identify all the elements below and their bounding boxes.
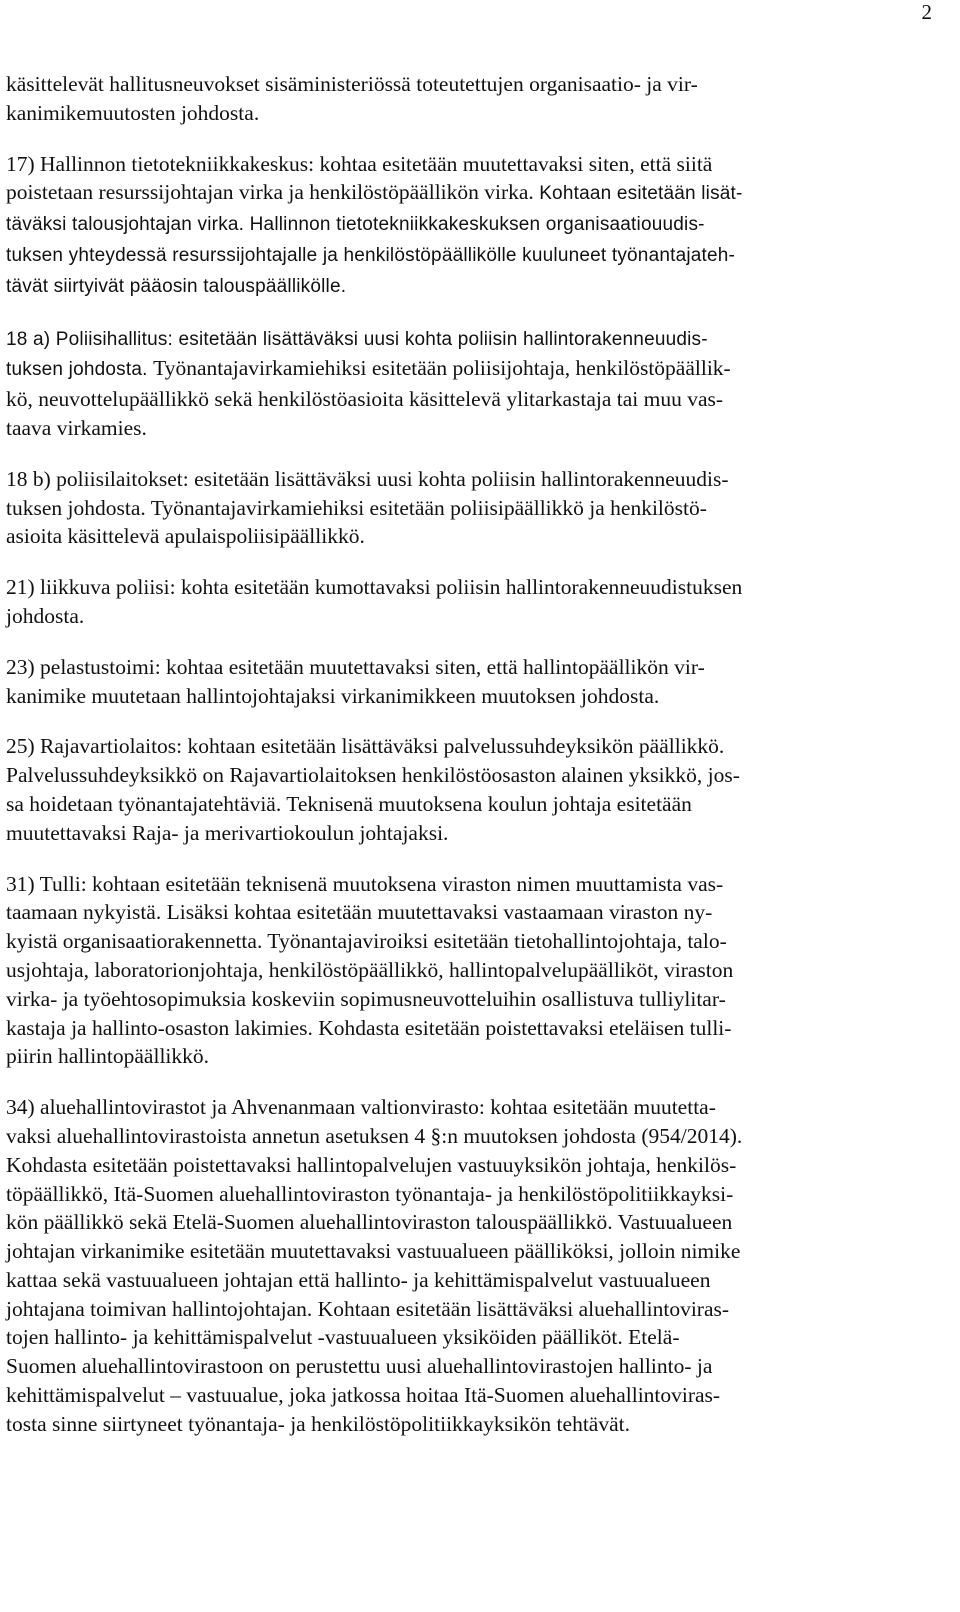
text-segment: Suomen aluehallintovirastoon on perustettu uusi aluehallintovirastojen hallinto- ja [6, 1354, 713, 1379]
text-line [6, 985, 934, 1014]
text-segment: kön päällikkö sekä Etelä-Suomen aluehallintoviraston talouspäällikkö. Vastuualueen [6, 1210, 733, 1235]
text-segment: poistetaan resurssijohtajan virka ja henkilöstöpäällikön virka. [6, 180, 540, 205]
text-segment: tojen hallinto- ja kehittämispalvelut -vastuualueen yksiköiden päälliköt. Etelä- [6, 1325, 680, 1350]
text-line [6, 1381, 934, 1410]
text-segment: 17) Hallinnon tietotekniikkakeskus: kohtaa esitetään muutettavaksi siten, että siitä [6, 151, 713, 176]
text-line [6, 870, 934, 899]
text-line [6, 1323, 934, 1352]
text-segment: kanimikemuutosten johdosta. [6, 100, 260, 125]
text-line [6, 790, 934, 819]
text-segment: Työnantajavirkamiehiksi esitetään poliisijohtaja, henkilöstöpäällik- [153, 356, 731, 381]
text-segment: 23) pelastustoimi: kohtaa esitetään muutettavaksi siten, että hallintopäällikön vir- [6, 654, 705, 679]
text-segment: Palvelussuhdeyksikkö on Rajavartiolaitoksen henkilöstöosaston alainen yksikkö, jos- [6, 763, 740, 788]
text-line [6, 1295, 934, 1324]
text-line [6, 385, 934, 414]
text-segment: täväksi talousjohtajan virka. [6, 214, 250, 236]
text-segment: tuksen johdosta. Työnantajavirkamiehiksi esitetään poliisipäällikkö ja henkilöstö- [6, 495, 707, 520]
text-line [6, 573, 934, 602]
text-segment: piirin hallintopäällikkö. [6, 1044, 210, 1069]
text-line [6, 1208, 934, 1237]
text-line [6, 732, 934, 761]
text-line [6, 178, 934, 209]
text-segment: sa hoidetaan työnantajatehtäviä. Teknisenä muutoksena koulun johtaja esitetään [6, 791, 692, 816]
text-segment: asioita käsittelevä apulaispoliisipäällikkö. [6, 524, 365, 549]
text-line [6, 522, 934, 551]
paragraph [6, 870, 934, 1072]
text-segment: kastaja ja hallinto-osaston lakimies. Kohdasta esitetään poistettavaksi eteläisen tulli- [6, 1015, 732, 1040]
text-line [6, 1014, 934, 1043]
text-segment: 31) Tulli: kohtaan esitetään teknisenä muutoksena viraston nimen muuttamista vas- [6, 871, 724, 896]
text-line [6, 602, 934, 631]
text-line [6, 324, 934, 355]
document-body [6, 70, 934, 1461]
text-line [6, 653, 934, 682]
text-line [6, 209, 934, 240]
text-segment: kö, neuvottelupäällikkö sekä henkilöstöasioita käsittelevä ylitarkastaja tai muu vas- [6, 387, 724, 412]
text-line [6, 1266, 934, 1295]
text-segment: tuksen yhteydessä resurssijohtajalle ja henkilöstöpäällikölle kuuluneet työnantajateh- [6, 244, 736, 266]
text-line [6, 70, 934, 99]
text-line [6, 956, 934, 985]
paragraph [6, 1093, 934, 1439]
text-segment: 25) Rajavartiolaitos: kohtaan esitetään lisättäväksi palvelussuhdeyksikön päällikkö. [6, 734, 725, 759]
text-line [6, 927, 934, 956]
text-segment: töpäällikkö, Itä-Suomen aluehallintoviraston työnantaja- ja henkilöstöpolitiikkayksi- [6, 1181, 734, 1206]
text-segment: tuksen johdosta. [6, 359, 154, 381]
text-segment: 21) liikkuva poliisi: kohta esitetään kumottavaksi poliisin hallintorakenneuudistuksen [6, 575, 743, 600]
text-segment: tosta sinne siirtyneet työnantaja- ja henkilöstöpolitiikkayksikön tehtävät. [6, 1411, 630, 1436]
text-line [6, 99, 934, 128]
text-segment: käsittelevät hallitusneuvokset sisäministeriössä toteutettujen organisaatio- ja vir- [6, 72, 698, 96]
text-segment: usjohtaja, laboratorionjohtaja, henkilöstöpäällikkö, hallintopalvelupäälliköt, viraston [6, 957, 734, 982]
text-line [6, 465, 934, 494]
text-segment: kehittämispalvelut – vastuualue, joka jatkossa hoitaa Itä-Suomen aluehallintoviras- [6, 1383, 721, 1408]
text-segment: 34) aluehallintovirastot ja Ahvenanmaan valtionvirasto: kohtaa esitetään muutetta- [6, 1095, 716, 1120]
text-segment: kattaa sekä vastuualueen johtajan että hallinto- ja kehittämispalvelut vastuualueen [6, 1267, 711, 1292]
text-segment: johdosta. [6, 603, 85, 628]
text-segment: tävät siirtyivät pääosin talouspäällikölle. [6, 275, 347, 297]
text-segment: 18 a) Poliisihallitus: esitetään lisättäväksi uusi kohta poliisin hallintorakenneuudis- [6, 328, 708, 350]
text-line [6, 682, 934, 711]
text-line [6, 150, 934, 179]
text-segment: johtajan virkanimike esitetään muutettavaksi vastuualueen päälliköksi, jolloin nimike [6, 1239, 741, 1264]
text-line [6, 240, 934, 271]
paragraph [6, 324, 934, 443]
text-segment: johtajana toimivan hallintojohtajan. Kohtaan esitetään lisättäväksi aluehallintoviras- [6, 1296, 730, 1321]
text-line [6, 354, 934, 385]
text-line [6, 1122, 934, 1151]
paragraph [6, 732, 934, 847]
text-line [6, 761, 934, 790]
text-segment: Kohdasta esitetään poistettavaksi hallintopalvelujen vastuuyksikön johtaja, henkilös- [6, 1152, 737, 1177]
text-line [6, 898, 934, 927]
text-segment: kanimike muutetaan hallintojohtajaksi virkanimikkeen muutoksen johdosta. [6, 683, 660, 708]
text-segment: virka- ja työehtosopimuksia koskeviin sopimusneuvotteluihin osallistuva tulliylitar- [6, 986, 726, 1011]
text-line [6, 819, 934, 848]
paragraph [6, 70, 934, 128]
text-line [6, 1410, 934, 1439]
text-segment: 18 b) poliisilaitokset: esitetään lisättäväksi uusi kohta poliisin hallintorakenneuudis- [6, 466, 729, 491]
text-segment: Hallinnon tietotekniikkakeskuksen organisaatiouudis- [249, 214, 705, 236]
page-number: 2 [921, 0, 932, 24]
text-segment: kyistä organisaatiorakennetta. Työnantajaviroiksi esitetään tietohallintojohtaja, talo- [6, 929, 727, 954]
text-line [6, 1352, 934, 1381]
text-segment: taava virkamies. [6, 415, 147, 440]
text-line [6, 1093, 934, 1122]
text-line [6, 1042, 934, 1071]
text-line [6, 494, 934, 523]
text-segment: muutettavaksi Raja- ja merivartiokoulun johtajaksi. [6, 820, 449, 845]
text-segment: taamaan nykyistä. Lisäksi kohtaa esitetään muutettavaksi vastaamaan viraston ny- [6, 900, 713, 925]
text-line [6, 1151, 934, 1180]
text-segment: Kohtaan esitetään lisät- [539, 183, 743, 205]
text-line [6, 271, 934, 302]
text-line [6, 1237, 934, 1266]
text-line [6, 1180, 934, 1209]
paragraph [6, 573, 934, 631]
text-segment: vaksi aluehallintovirastoista annetun asetuksen 4 §:n muutoksen johdosta (954/2014). [6, 1123, 743, 1148]
paragraph [6, 653, 934, 711]
paragraph [6, 465, 934, 551]
paragraph [6, 150, 934, 302]
text-line [6, 414, 934, 443]
